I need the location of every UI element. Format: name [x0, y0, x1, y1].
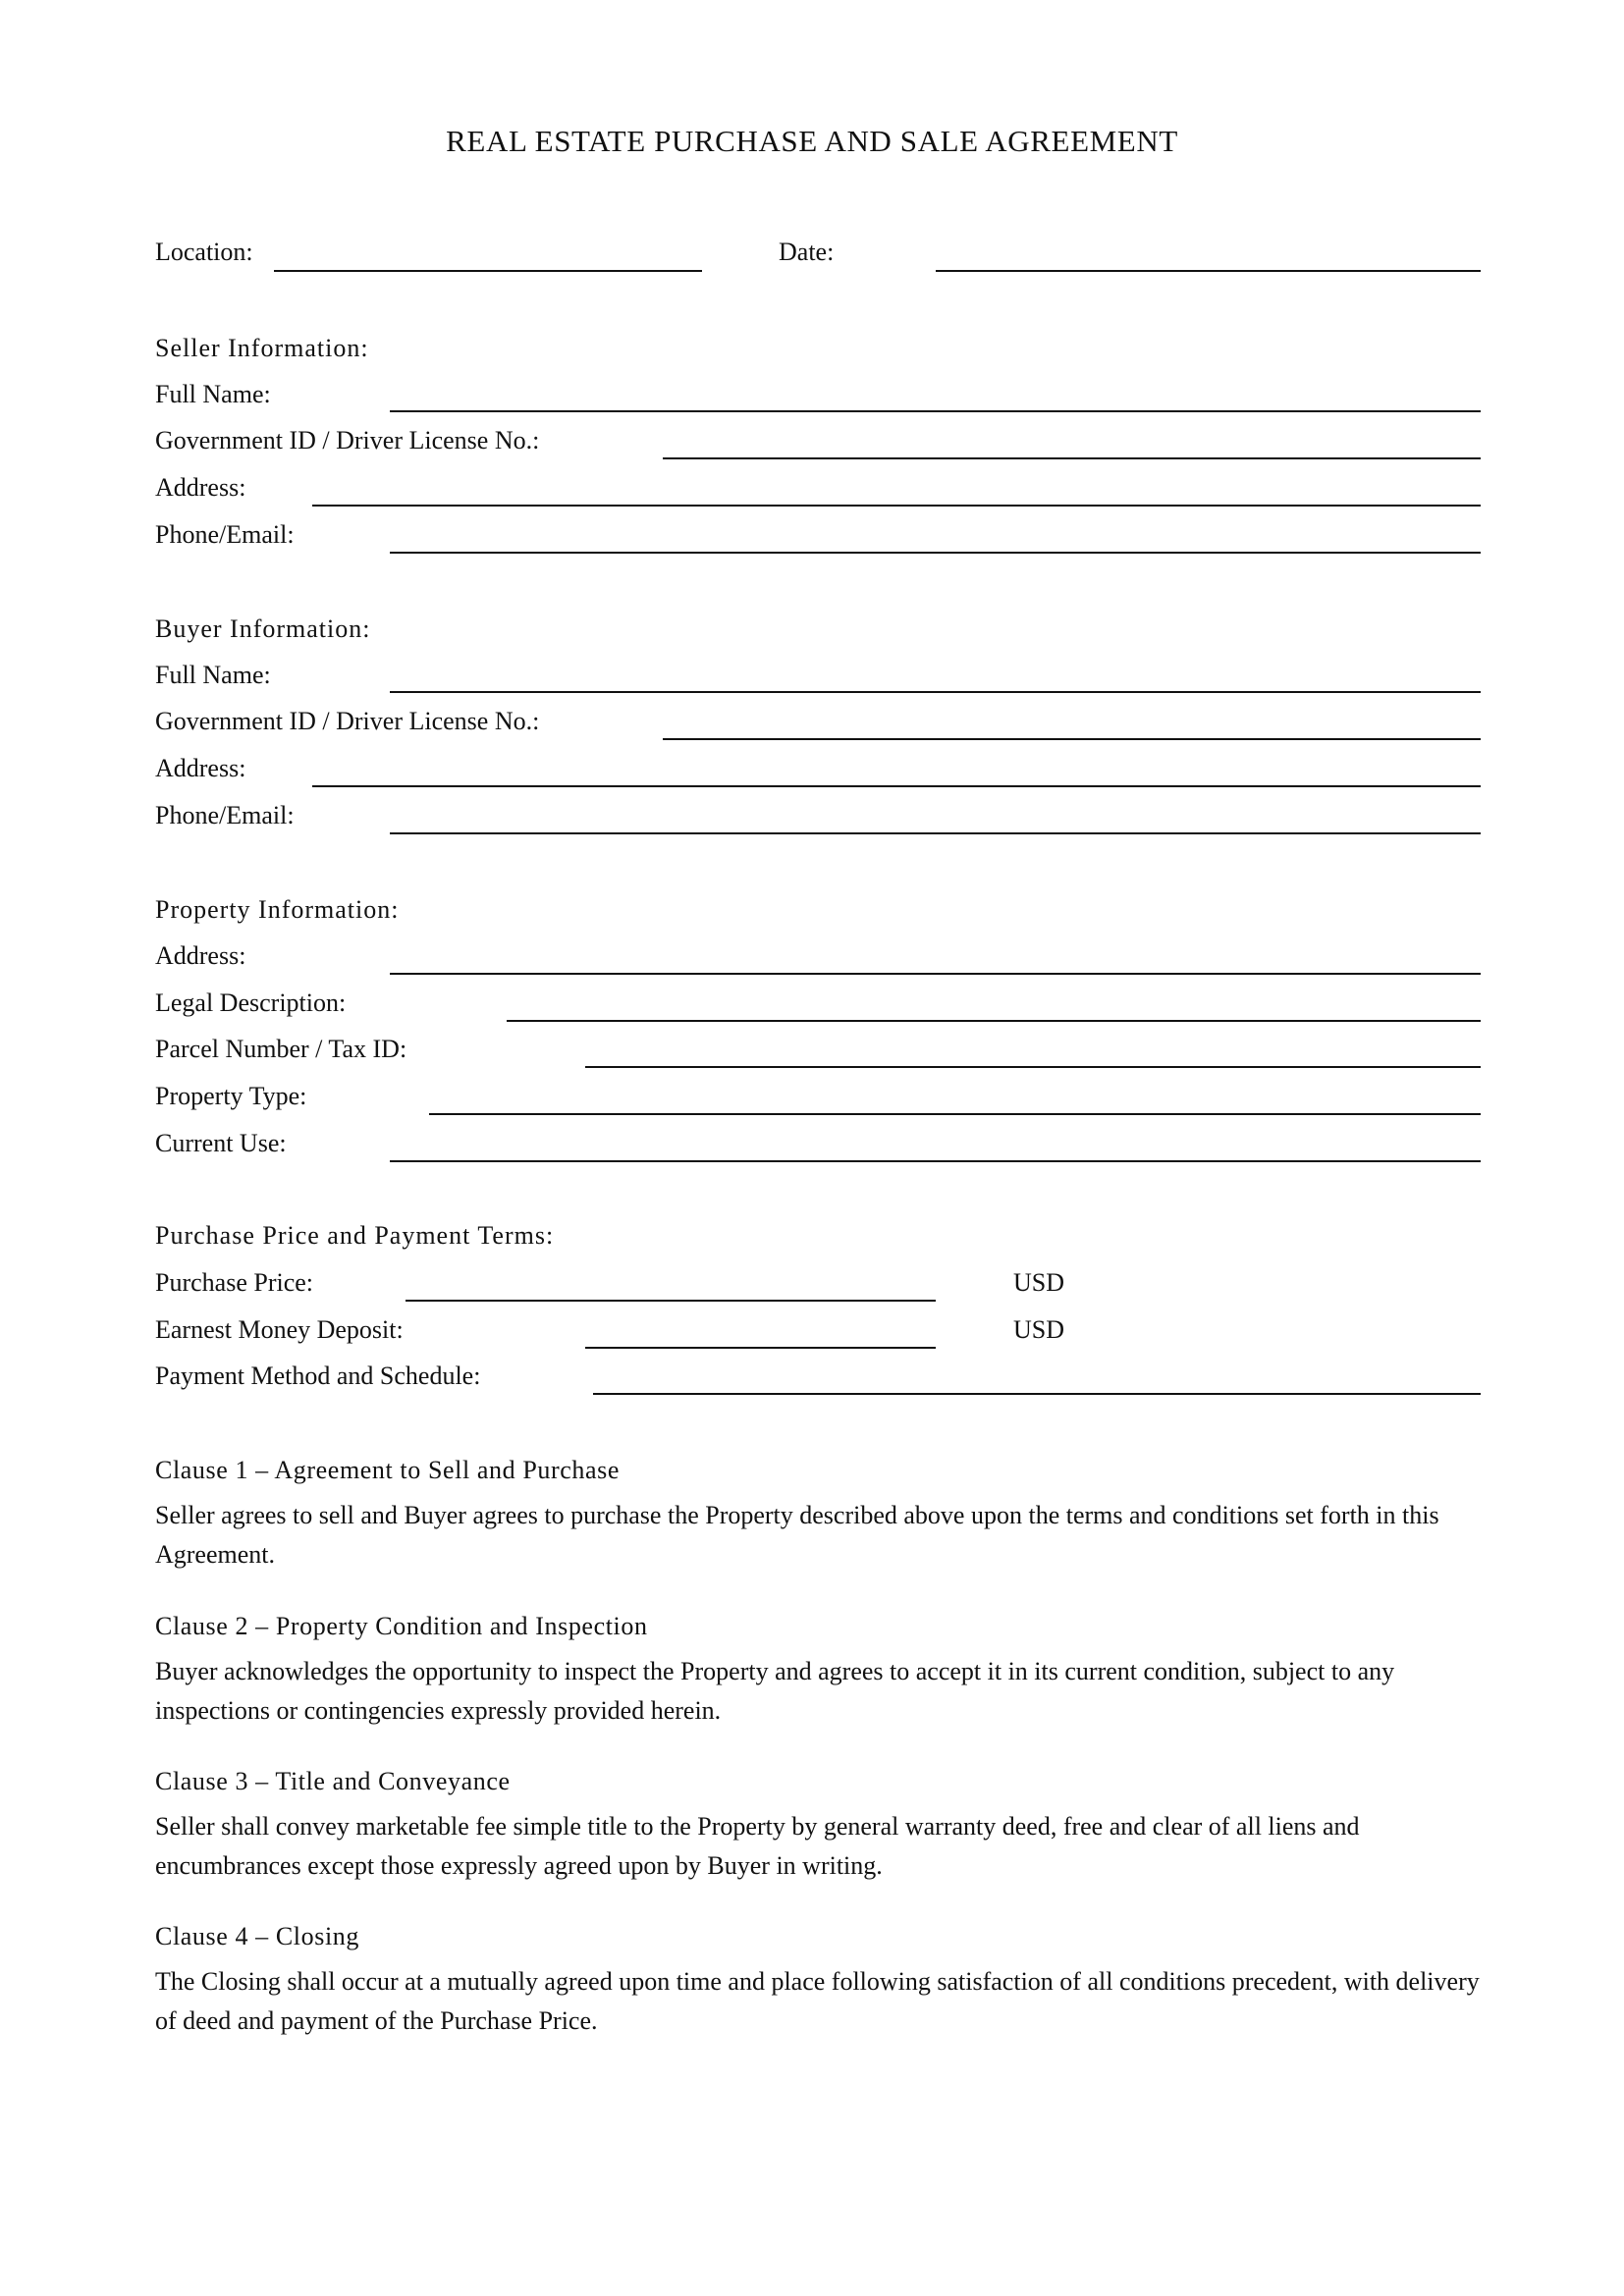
current-use-label: Current Use: — [155, 1129, 287, 1157]
legal-description-field[interactable] — [507, 1020, 1481, 1022]
buyer-address-field[interactable] — [312, 785, 1481, 787]
document-title: REAL ESTATE PURCHASE AND SALE AGREEMENT — [446, 124, 1178, 158]
buyer-phone-email-label: Phone/Email: — [155, 801, 295, 829]
property-type-label: Property Type: — [155, 1082, 307, 1110]
property-address-label: Address: — [155, 941, 246, 970]
buyer-address-label: Address: — [155, 754, 246, 782]
earnest-money-label: Earnest Money Deposit: — [155, 1315, 404, 1344]
clause-1-text: Seller agrees to sell and Buyer agrees to purchase the Property described above upon the terms and conditions set forth in this Agreement. — [155, 1501, 1439, 1569]
buyer-phone-email-field[interactable] — [390, 832, 1481, 834]
legal-description-label: Legal Description: — [155, 988, 347, 1017]
payment-heading: Purchase Price and Payment Terms: — [155, 1221, 555, 1250]
clause-1-heading: Clause 1 – Agreement to Sell and Purchase — [155, 1456, 620, 1484]
buyer-heading: Buyer Information: — [155, 614, 371, 643]
seller-full-name-field[interactable] — [390, 410, 1481, 412]
seller-full-name-label: Full Name: — [155, 380, 271, 408]
seller-heading: Seller Information: — [155, 334, 369, 362]
property-address-field[interactable] — [390, 973, 1481, 975]
date-field[interactable] — [936, 270, 1481, 272]
payment-method-field[interactable] — [593, 1393, 1481, 1395]
clause-3-heading: Clause 3 – Title and Conveyance — [155, 1767, 511, 1795]
seller-address-label: Address: — [155, 473, 246, 502]
clause-4-text: The Closing shall occur at a mutually agreed upon time and place following satisfaction of all conditions precedent, with delivery of deed and payment of the Purchase Price. — [155, 1967, 1480, 2035]
buyer-gov-id-label: Government ID / Driver License No.: — [155, 707, 540, 735]
clause-4-heading: Clause 4 – Closing — [155, 1922, 359, 1950]
seller-phone-email-label: Phone/Email: — [155, 520, 295, 549]
purchase-price-unit: USD — [1013, 1268, 1065, 1297]
buyer-full-name-field[interactable] — [390, 691, 1481, 693]
parcel-number-label: Parcel Number / Tax ID: — [155, 1035, 407, 1063]
date-label: Date: — [779, 238, 835, 266]
location-field[interactable] — [274, 270, 702, 272]
earnest-money-field[interactable] — [585, 1347, 936, 1349]
clause-3-text: Seller shall convey marketable fee simple title to the Property by general warranty deed, free and clear of all liens and encumbrances except those expressly agreed upon by Buyer in writing. — [155, 1812, 1360, 1880]
earnest-money-unit: USD — [1013, 1315, 1065, 1344]
parcel-number-field[interactable] — [585, 1066, 1481, 1068]
clause-2-text: Buyer acknowledges the opportunity to inspect the Property and agrees to accept it in its current condition, subject to any inspections or contingencies expressly provided herein. — [155, 1657, 1395, 1725]
purchase-price-field[interactable] — [406, 1300, 936, 1302]
location-label: Location: — [155, 238, 253, 266]
seller-address-field[interactable] — [312, 505, 1481, 507]
buyer-gov-id-field[interactable] — [663, 738, 1481, 740]
purchase-price-label: Purchase Price: — [155, 1268, 314, 1297]
seller-gov-id-field[interactable] — [663, 457, 1481, 459]
seller-gov-id-label: Government ID / Driver License No.: — [155, 426, 540, 454]
current-use-field[interactable] — [390, 1160, 1481, 1162]
payment-method-label: Payment Method and Schedule: — [155, 1362, 481, 1390]
clause-2-heading: Clause 2 – Property Condition and Inspection — [155, 1612, 648, 1640]
property-type-field[interactable] — [429, 1113, 1481, 1115]
buyer-full-name-label: Full Name: — [155, 661, 271, 689]
property-heading: Property Information: — [155, 895, 400, 924]
seller-phone-email-field[interactable] — [390, 552, 1481, 554]
